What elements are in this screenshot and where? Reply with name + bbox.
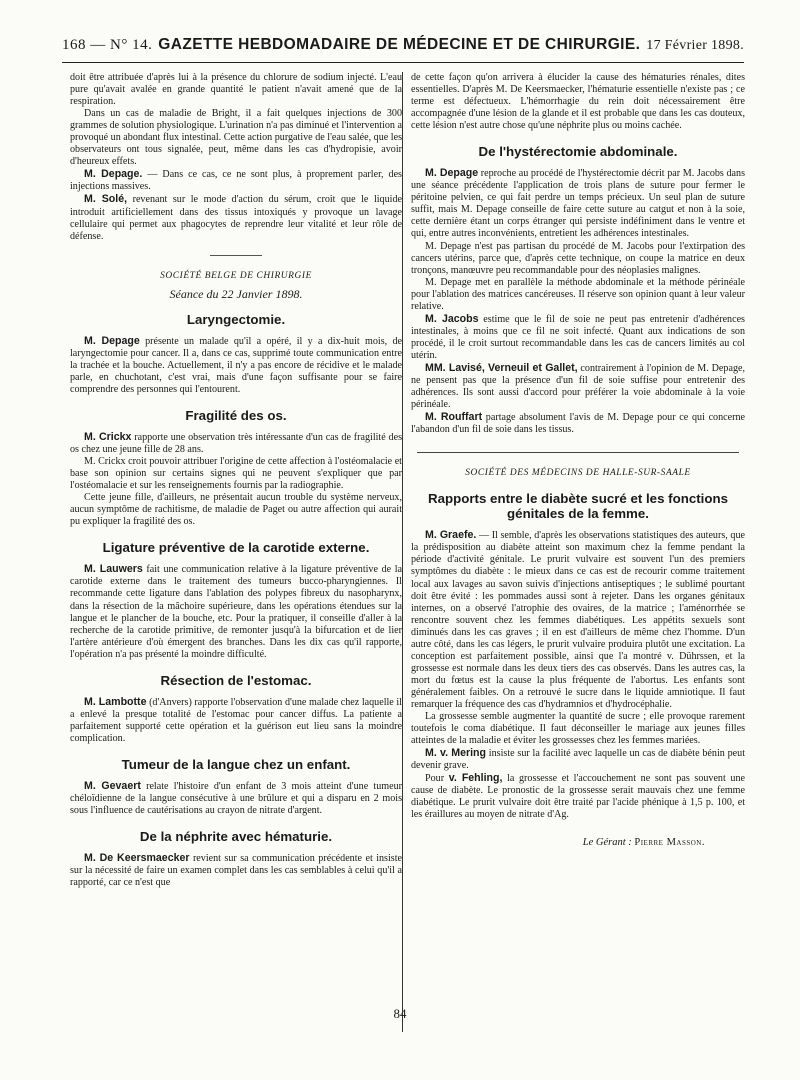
- section-title: Fragilité des os.: [185, 407, 287, 423]
- paragraph: [70, 335, 402, 396]
- section-title: Laryngectomie.: [186, 311, 286, 327]
- paragraph-text: partage absolument l'avis de M. Depage pour ce qui concerne l'abandon d'un fil de soie dans les tissus.: [411, 412, 745, 436]
- paragraph: [411, 167, 745, 240]
- paragraph: [70, 431, 402, 456]
- speaker-name: M. Rouffart: [425, 411, 483, 424]
- paragraph-text: contrairement à l'opinion de M. Depage, ne pensent pas que la présence d'un fil de soie suffise pour entretenir des adhérences. Ils sont aussi d'accord pour préférer la voie abdominale à la voie périnéale.: [411, 362, 745, 411]
- paragraph-text: relate l'histoire d'un enfant de 3 mois atteint d'une tumeur chéloïdienne de la langue consécutive à une brûlure et qui a disparu en 2 mois sous l'influence de cautérisations au crayon de nitrate d'argent.: [70, 780, 403, 817]
- society-heading: SOCIÉTÉ BELGE DE CHIRURGIE: [160, 270, 312, 281]
- paragraph: [411, 772, 745, 821]
- speaker-name: M. Gevaert: [84, 779, 141, 792]
- speaker-name: M. Depage.: [84, 168, 143, 181]
- section-title: De la néphrite avec hématurie.: [139, 829, 333, 845]
- speaker-name: M. Lambotte: [84, 695, 147, 708]
- section-title: Tumeur de la langue chez un enfant.: [121, 756, 351, 772]
- speaker-name: M. Jacobs: [425, 312, 479, 325]
- paragraph: M. Depage met en parallèle la méthode abdominale et la méthode périnéale pour l'ablation des matrices cancéreuses. Il réserve son opinion quant à leur valeur relative.: [411, 276, 745, 312]
- paragraph-text: reproche au procédé de l'hystérectomie décrit par M. Jacobs dans une séance précédente l'application de trois plans de suture pour fermer le péritoine pelvien, ce qui fait perdre un temps précieux. Un seul plan de suture suffit, mais M. Depage conseille de faire cette suture au catgut et non à la soie, cette dernière étant un corps étranger qui persiste indéfiniment dans le ventre et qui, entre autres inconvénients, entretient les adhérences intestinales.: [411, 168, 745, 240]
- paragraph-text: Pour: [425, 773, 449, 785]
- journal-title: GAZETTE HEBDOMADAIRE DE MÉDECINE ET DE CHIRURGIE.: [158, 36, 641, 53]
- speaker-name: MM. Lavisé, Verneuil et Gallet,: [425, 361, 578, 374]
- page-issue: 168 — N° 14.: [62, 37, 153, 53]
- speaker-name: M. Solé,: [84, 193, 128, 206]
- paragraph-text: — Il semble, d'après les observations statistiques des auteurs, que la prédisposition au diabète atteint son maximum chez la femme pendant la période d'activité génitale. Le prurit vulvaire est souvent l'un des premiers symptômes du diabète : le mieux dans ce cas est de recourir comme traitement local aux lavages au savon suivis d'injections antiseptiques ; le sublimé pourtant doit être évité : les pommades aussi sont à rejeter. Dans les organes génitaux internes, on a observé l'atrophie des ovaires, de la matrice ; l'aménorrhée se rencontre souvent chez les femmes diabétiques. Les appétits sexuels sont diminués dans les cas graves ; il en est d'ailleurs de même chez l'homme. D'un autre côté, dans les cas légers, le prurit vulvaire produira plutôt une excitation. La conception est parfaitement possible, ainsi que l'a montré v. Dührssen, et la grossesse est normale dans les deux tiers des cas observés. Dans les autres cas, la mort du fœtus est la cause la plus fréquente de l'abortus. Les enfants sont généralement faibles. On a retrouvé le sucre dans le liquide amniotique. Il faut remarquer la fréquence des cas d'hydramnios et d'hydrocéphalie.: [411, 530, 745, 710]
- section-title: Rapports entre le diabète sucré et les fonctions génitales de la femme.: [428, 491, 728, 522]
- column-divider: [402, 72, 403, 1032]
- speaker-name: M. Depage: [425, 167, 479, 180]
- paragraph-text: revient sur sa communication précédente et insiste sur la nécessité de faire un examen complet dans les cas semblables à celui qu'il a rapporté, car ce n'est que: [70, 853, 402, 889]
- paragraph-text: la grossesse et l'accouchement ne sont pas souvent une cause de diabète. Le pronostic de la grossesse serait mauvais chez une femme diabétique. Le prurit vulvaire doit être traité par l'acide phénique à 1,5 p. 100, et les éraillures au moyen de nitrate d'Ag.: [411, 773, 745, 821]
- paragraph: [411, 411, 745, 436]
- paragraph: M. Crickx croit pouvoir attribuer l'origine de cette affection à l'ostéomalacie et base son opinion sur certains signes qui ne peuvent s'expliquer que par l'ostéomalacie et sur les renseignements fournis par la radiographie.: [70, 456, 402, 492]
- left-column: [70, 72, 402, 889]
- paragraph: [70, 563, 402, 660]
- speaker-name: M. Depage: [84, 334, 140, 347]
- section-rule: [417, 452, 739, 453]
- section-title: Ligature préventive de la carotide externe.: [102, 540, 370, 556]
- speaker-name: M. v. Mering: [425, 747, 486, 760]
- page-number: 84: [393, 1006, 407, 1021]
- paragraph: [70, 193, 402, 242]
- speaker-name: M. Lauwers: [84, 563, 143, 576]
- paragraph-text: rapporte une observation très intéressante d'un cas de fragilité des os chez une jeune fille de 28 ans.: [70, 431, 402, 456]
- signature-label: Le Gérant :: [582, 837, 632, 849]
- paragraph-text: revenant sur le mode d'action du sérum, croit que le liquide introduit artificiellement dans des tissus intoxiqués y provoque un lavage cellulaire qui permet aux phagocytes de reprendre leur vitalité et leur rôle de défense.: [70, 194, 402, 242]
- paragraph: [411, 747, 745, 772]
- issue-date: 17 Février 1898.: [646, 38, 744, 53]
- paragraph: [70, 168, 402, 193]
- speaker-name: M. Graefe.: [425, 529, 477, 542]
- paragraph-text: — Dans ce cas, ce ne sont plus, à proprement parler, des injections massives.: [70, 169, 402, 193]
- running-header: [62, 36, 744, 63]
- paragraph: [70, 780, 402, 817]
- paragraph: [411, 362, 745, 411]
- speaker-name: v. Fehling,: [448, 772, 503, 785]
- paragraph: [70, 696, 402, 745]
- paragraph: Cette jeune fille, d'ailleurs, ne présentait aucun trouble du système nerveux, aucun symptôme de rachitisme, de maladie de Paget ou autre affection qui aurait pu expliquer la fragilité des os.: [70, 492, 402, 528]
- paragraph-text: fait une communication relative à la ligature préventive de la carotide externe dans le traitement des tumeurs bucco-pharyngiennes. Il recommande cette ligature dans l'ablation des polypes fibreux du nasopharynx, dans la résection de la mâchoire supérieure, dans les opérations étendues sur la langue et le plancher de la bouche, etc. Pour la pratiquer, il conseille d'aller à la recherche de la carotide primitive, de remonter jusqu'à la bifurcation et de lier l'artère antérieure d'où émergent des branches. Dans les dix cas qu'il rapporte, l'opération n'a pas présenté la moindre difficulté.: [70, 564, 402, 660]
- paragraph: de cette façon qu'on arrivera à élucider la cause des hématuries rénales, dites essentielles. D'après M. De Keersmaecker, l'hématurie essentielle n'existe pas ; ce terme est défectueux. L'hémorrhagie du rein doit nécessairement être accompagnée d'une lésion de la glande et il est probable que dans les cas douteux, cette lésion n'est autre chose qu'une néphrite plus ou moins cachée.: [411, 72, 745, 132]
- speaker-name: M. De Keersmaecker: [84, 852, 190, 865]
- paragraph-text: estime que le fil de soie ne peut pas entretenir d'adhérences intestinales, à moins que ce fil ne soit infecté. Quant aux indications de son procédé, il le croit surtout recommandable dans les cas de cancers limités au col utérin.: [411, 313, 745, 361]
- paragraph-text: (d'Anvers) rapporte l'observation d'une malade chez laquelle il a enlevé la presque totalité de l'estomac pour cancer diffus. La patiente a parfaitement supporté cette opération et la guérison eut lieu sans la moindre complication.: [70, 696, 402, 744]
- right-column: [411, 72, 745, 849]
- paragraph-text: insiste sur la facilité avec laquelle un cas de diabète bénin peut devenir grave.: [411, 748, 745, 772]
- paragraph: Dans un cas de maladie de Bright, il a fait quelques injections de 300 grammes de solution physiologique. L'urination n'a pas diminué et l'intervention a provoqué un abondant flux intestinal. Cette action purgative de l'eau salée, que les observateurs ont tous signalée, peut, même dans les cas d'hydropisie, avoir d'heureux effets.: [70, 108, 402, 168]
- paragraph: [411, 313, 745, 362]
- signature-name: Pierre Masson.: [634, 837, 705, 849]
- society-heading: SOCIÉTÉ DES MÉDECINS DE HALLE-SUR-SAALE: [465, 468, 691, 479]
- signature-line: [411, 837, 745, 849]
- section-title: Résection de l'estomac.: [160, 672, 312, 688]
- paragraph: La grossesse semble augmenter la quantité de sucre ; elle provoque rarement toutefois le coma diabétique. Il faut déconseiller le mariage aux jeunes filles atteintes de la maladie et éviter les grossesses chez les femmes mariées.: [411, 711, 745, 747]
- speaker-name: M. Crickx: [84, 430, 132, 443]
- paragraph: doit être attribuée d'après lui à la présence du chlorure de sodium injecté. L'eau pure qu'avait avalée en grande quantité le patient n'avait amené que de la respiration.: [70, 72, 402, 108]
- session-date: Séance du 22 Janvier 1898.: [169, 286, 303, 301]
- paragraph-text: présente un malade qu'il a opéré, il y a dix-huit mois, de laryngectomie pour cancer. Il a, dans ce cas, supprimé toute communication entre la trachée et la bouche. Actuellement, il n'y a pas encore de récidive et le malade parle, en chuchotant, c'est vrai, mais d'une façon suffisante pour se faire comprendre des personnes qui l'entourent.: [70, 335, 402, 395]
- paragraph: [411, 529, 745, 711]
- paragraph: M. Depage n'est pas partisan du procédé de M. Jacobs pour l'extirpation des cancers utérins, parce que, d'après cette technique, on coupe la matrice en deux tronçons, manœuvre peu recommandable pour des néoplasies malignes.: [411, 240, 745, 276]
- section-rule: [210, 255, 262, 256]
- section-title: De l'hystérectomie abdominale.: [478, 144, 678, 160]
- paragraph: [70, 852, 402, 889]
